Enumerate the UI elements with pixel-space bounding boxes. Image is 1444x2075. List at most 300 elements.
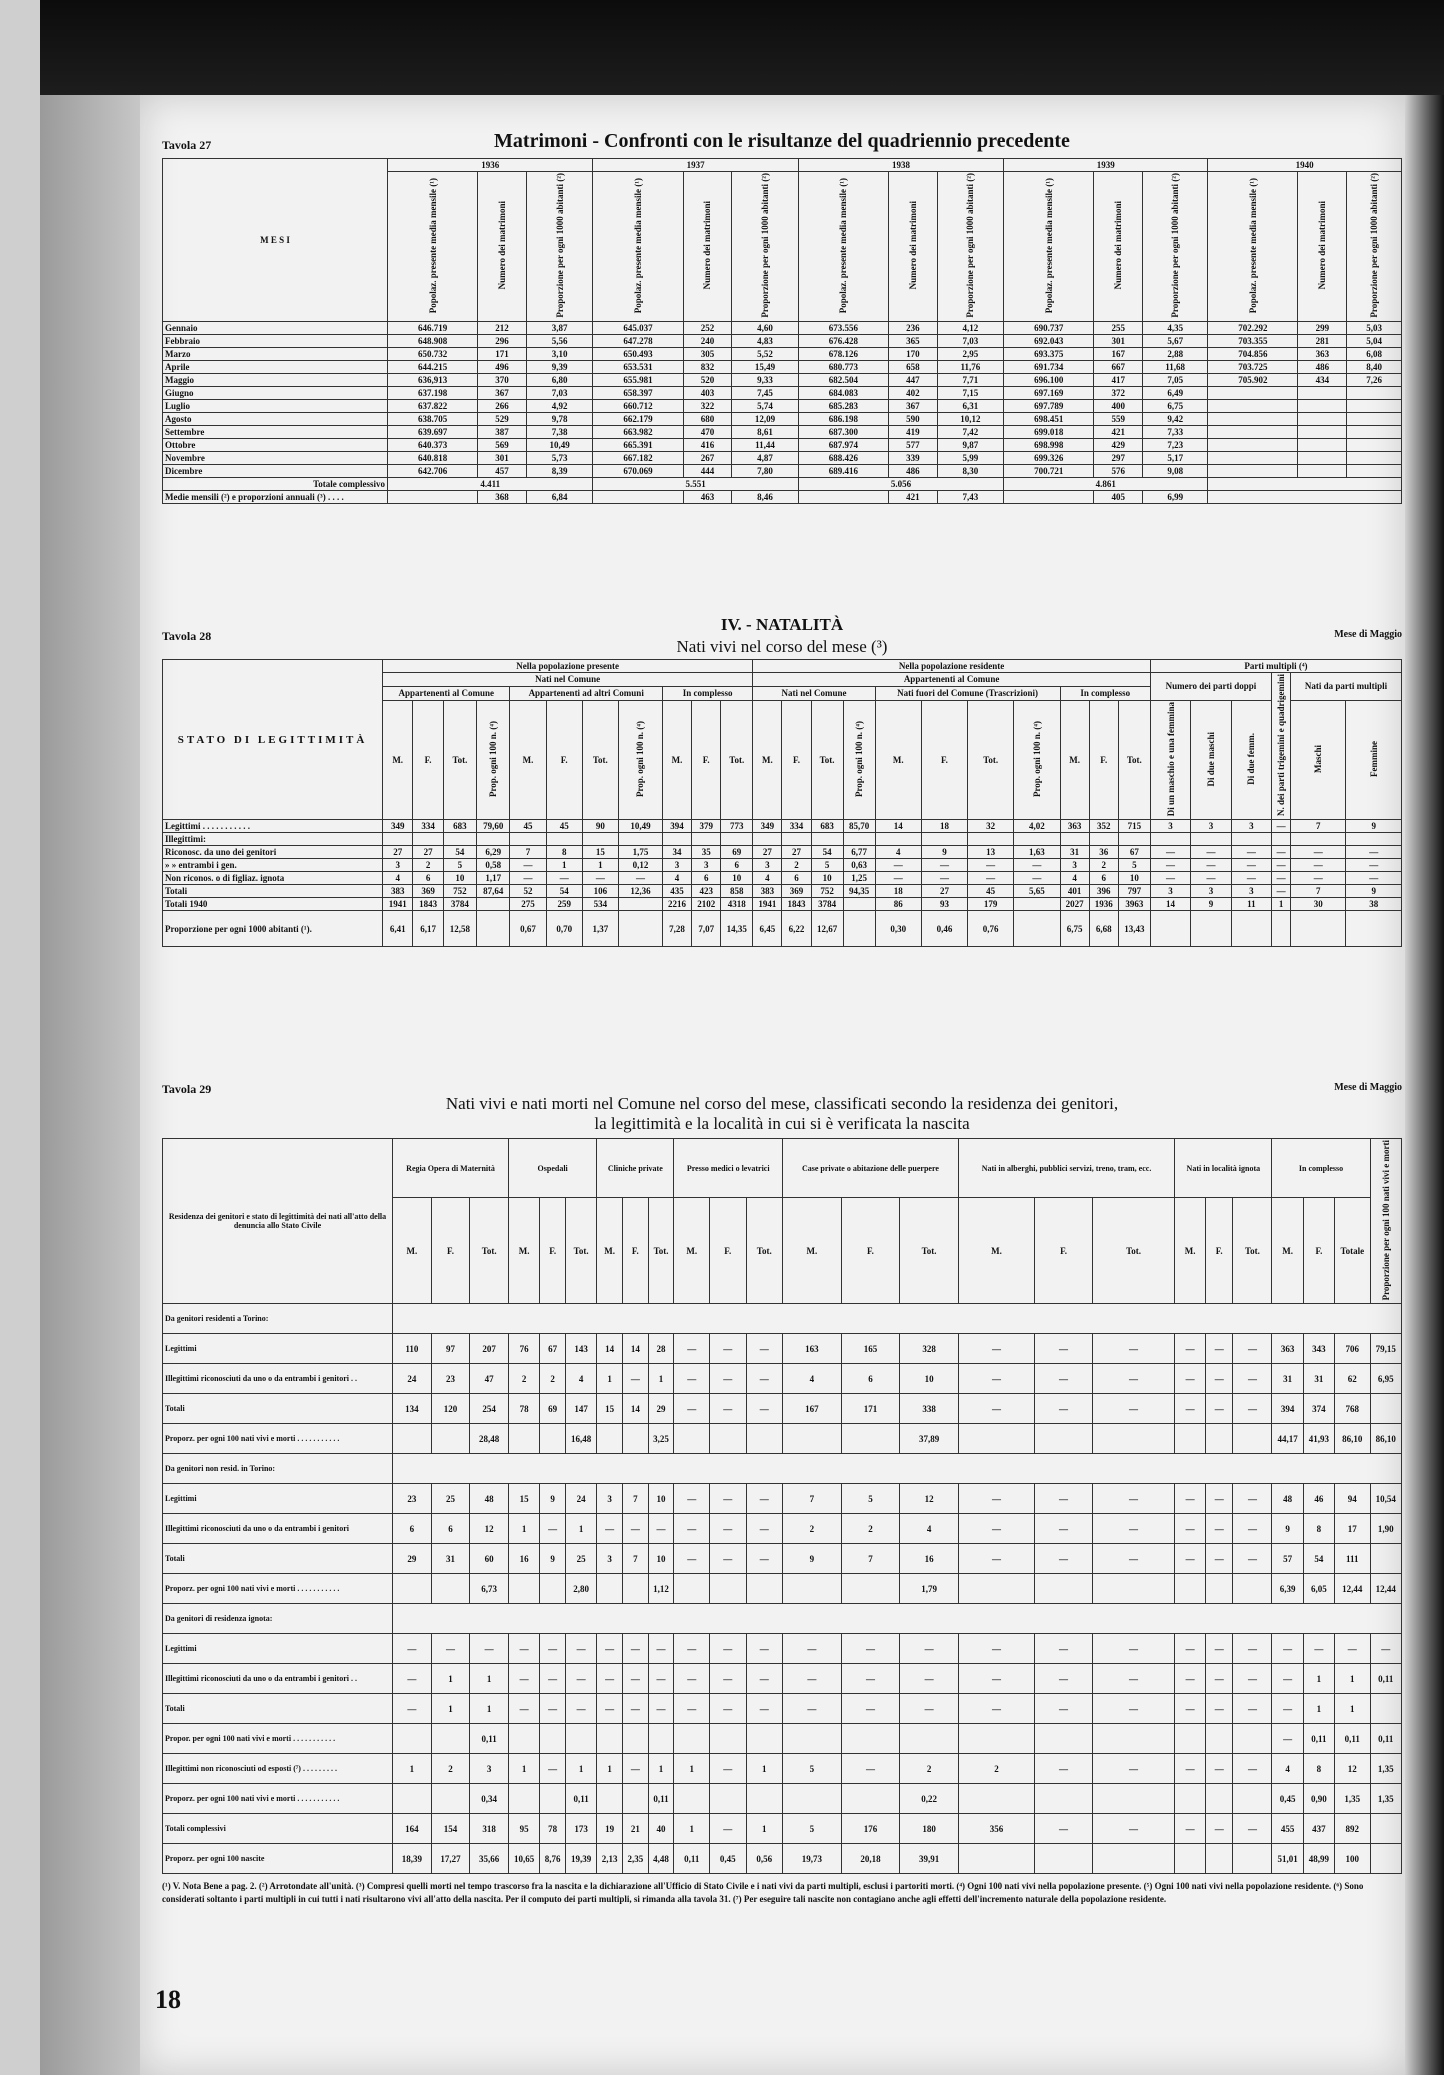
residenza-value: — <box>540 1754 566 1784</box>
month-value: 434 <box>1298 374 1347 387</box>
month-value: 687.300 <box>798 426 888 439</box>
month-value: 577 <box>888 439 937 452</box>
residenza-label: Legittimi <box>163 1334 393 1364</box>
residenza-value: — <box>783 1634 842 1664</box>
month-value: 559 <box>1094 413 1143 426</box>
residenza-value: 17,27 <box>431 1844 470 1874</box>
residenza-value <box>746 1724 783 1754</box>
residenza-value: — <box>1092 1484 1174 1514</box>
residenza-value: — <box>1035 1694 1093 1724</box>
residenza-value <box>1206 1784 1233 1814</box>
month-label: Novembre <box>163 452 388 465</box>
residenza-value: 14 <box>597 1334 623 1364</box>
stato-value: 4 <box>1060 872 1089 885</box>
residenza-row <box>163 1394 1402 1424</box>
month-value: 305 <box>683 348 732 361</box>
stato-value: — <box>1014 872 1060 885</box>
stato-value: 752 <box>443 885 476 898</box>
month-value: 11,76 <box>937 361 1003 374</box>
residenza-value <box>1206 1724 1233 1754</box>
sub-prop-header-cell <box>1014 700 1060 819</box>
col-pop-1939-cell <box>1004 172 1094 322</box>
table-28-title: Nati vivi nel corso del mese (³) <box>676 637 888 656</box>
col-prop-1936-cell <box>526 172 592 322</box>
month-value: 637.198 <box>388 387 478 400</box>
residenza-value <box>540 1724 566 1754</box>
stato-value: 1843 <box>413 898 443 911</box>
residenza-value: — <box>1175 1334 1206 1364</box>
stato-value <box>1272 833 1291 846</box>
stato-value: 8 <box>546 846 582 859</box>
residenza-value: — <box>674 1694 710 1724</box>
table-29-section <box>162 1080 1402 1906</box>
residenza-value: 3 <box>597 1544 623 1574</box>
sub-tot-header: Tot. <box>443 700 476 819</box>
residenza-value <box>1370 1544 1401 1574</box>
stato-value: 32 <box>968 820 1014 833</box>
residenza-value: — <box>1233 1334 1272 1364</box>
totale-value: 4.411 <box>388 478 593 491</box>
residenza-value: 31 <box>1303 1364 1334 1394</box>
residenza-value: 78 <box>509 1394 540 1424</box>
month-value: 658 <box>888 361 937 374</box>
residenza-value <box>597 1424 623 1454</box>
residenza-value: 0,22 <box>900 1784 959 1814</box>
proporzione-value: 6,41 <box>383 911 413 947</box>
stato-value: 9 <box>1191 898 1231 911</box>
month-value: 5,52 <box>732 348 798 361</box>
residenza-value <box>958 1424 1034 1454</box>
stato-value: 45 <box>510 820 546 833</box>
stato-value: 79,60 <box>477 820 510 833</box>
residenza-value <box>597 1574 623 1604</box>
stato-value: 4 <box>662 872 691 885</box>
stato-value: 6 <box>1089 872 1118 885</box>
residenza-value <box>1175 1574 1206 1604</box>
residenza-value: 14 <box>622 1394 648 1424</box>
residenza-value: 1 <box>566 1754 597 1784</box>
residenza-value: — <box>746 1514 783 1544</box>
stato-value: 1843 <box>782 898 811 911</box>
residenza-label: Da genitori non resid. in Torino: <box>163 1454 393 1484</box>
sub-m-header: M. <box>753 700 782 819</box>
proporzione-value: 0,46 <box>921 911 967 947</box>
sub-header-maschi-cell <box>1291 700 1346 819</box>
residenza-value <box>1206 1424 1233 1454</box>
residenza-value: — <box>1206 1544 1233 1574</box>
stato-value: 54 <box>811 846 843 859</box>
residenza-value <box>1035 1424 1093 1454</box>
residenza-label: Illegittimi non riconosciuti od esposti (⁷) . . . . . . . . . <box>163 1754 393 1784</box>
stato-value: 27 <box>413 846 443 859</box>
stato-value <box>662 833 691 846</box>
stato-value: 2 <box>413 859 443 872</box>
residenza-value: 0,11 <box>1335 1724 1371 1754</box>
month-value: 667.182 <box>593 452 683 465</box>
residenza-value: — <box>622 1514 648 1544</box>
sub-header-sub_mf-cell <box>1150 700 1190 819</box>
residenza-value: — <box>1175 1484 1206 1514</box>
residenza-value: — <box>1035 1754 1093 1784</box>
residenza-value: — <box>958 1544 1034 1574</box>
month-value: 640.373 <box>388 439 478 452</box>
residenza-value: — <box>1035 1484 1093 1514</box>
table-28 <box>162 659 1402 947</box>
residenza-value: — <box>710 1394 747 1424</box>
stato-value: 6 <box>721 859 753 872</box>
stato-value: 369 <box>413 885 443 898</box>
residenza-label: Totali <box>163 1544 393 1574</box>
residenza-value: — <box>1175 1544 1206 1574</box>
stato-value <box>692 833 721 846</box>
month-value: 4,12 <box>937 322 1003 335</box>
residenza-value <box>393 1424 432 1454</box>
stato-value: — <box>875 872 921 885</box>
stato-value: — <box>921 872 967 885</box>
proporzione-value <box>1231 911 1271 947</box>
residenza-value: — <box>746 1664 783 1694</box>
residenza-value: 9 <box>783 1544 842 1574</box>
residenza-value <box>1035 1724 1093 1754</box>
stato-value: 5 <box>443 859 476 872</box>
residenza-value: 31 <box>1272 1364 1303 1394</box>
sub-tot-header: Tot. <box>1118 700 1150 819</box>
residenza-value <box>509 1784 540 1814</box>
residenza-value: — <box>1092 1634 1174 1664</box>
month-label: Ottobre <box>163 439 388 452</box>
proporzione-value: 0,67 <box>510 911 546 947</box>
sub-m-header: M. <box>783 1198 842 1304</box>
proporzione-value: 6,68 <box>1089 911 1118 947</box>
residenza-value <box>674 1574 710 1604</box>
residenza-value <box>1035 1844 1093 1874</box>
residenza-label: Proporz. per ogni 100 nati vivi e morti . . . . . . . . . . . <box>163 1424 393 1454</box>
stato-value: 179 <box>968 898 1014 911</box>
residenza-value: 111 <box>1335 1544 1371 1574</box>
residenza-value <box>431 1784 470 1814</box>
sub-m-header: M. <box>510 700 546 819</box>
month-value: 520 <box>683 374 732 387</box>
stato-value: 2027 <box>1060 898 1089 911</box>
month-value: 5,73 <box>526 452 592 465</box>
residenza-value: 0,11 <box>566 1784 597 1814</box>
sub-m-header: M. <box>1060 700 1089 819</box>
group-header: In complesso <box>1272 1139 1370 1198</box>
year-1940: 1940 <box>1208 159 1402 172</box>
table-27-label: Tavola 27 <box>162 138 212 152</box>
stato-value: 85,70 <box>843 820 875 833</box>
residenza-value: 62 <box>1335 1364 1371 1394</box>
month-value: 297 <box>1094 452 1143 465</box>
month-value: 416 <box>683 439 732 452</box>
month-row <box>163 374 1402 387</box>
medie-prop: 8,46 <box>732 491 798 504</box>
residenza-value: 31 <box>431 1544 470 1574</box>
month-row <box>163 465 1402 478</box>
stato-value: 9 <box>921 846 967 859</box>
sub-header-maschi: Maschi <box>1313 744 1324 773</box>
stato-value: — <box>582 872 618 885</box>
residenza-value: 207 <box>470 1334 509 1364</box>
residenza-value: 5 <box>783 1814 842 1844</box>
residenza-value <box>1206 1574 1233 1604</box>
residenza-value: — <box>1035 1334 1093 1364</box>
residenza-value: 60 <box>470 1544 509 1574</box>
residenza-header: Residenza dei genitori e stato di legittimità dei nati all'atto della denuncia allo Stato Civile <box>163 1139 393 1304</box>
residenza-value: 0,11 <box>470 1724 509 1754</box>
document-page <box>140 95 1405 2075</box>
proporzione-value <box>843 911 875 947</box>
residenza-value: — <box>1206 1394 1233 1424</box>
mesi-header: M E S I <box>163 159 388 322</box>
month-value: 301 <box>1094 335 1143 348</box>
month-value: 4,83 <box>732 335 798 348</box>
stato-value <box>618 833 662 846</box>
sub-tot-header: Tot. <box>746 1198 783 1304</box>
month-value: 576 <box>1094 465 1143 478</box>
month-value: 639.697 <box>388 426 478 439</box>
stato-label: Totali 1940 <box>163 898 383 911</box>
residenza-value: — <box>1035 1544 1093 1574</box>
residenza-label: Illegittimi riconosciuti da uno o da entrambi i genitori . . <box>163 1364 393 1394</box>
residenza-value <box>393 1724 432 1754</box>
complesso-header: In complesso <box>662 686 752 700</box>
month-value: 590 <box>888 413 937 426</box>
month-value: 636,913 <box>388 374 478 387</box>
col-pop-1938-cell <box>798 172 888 322</box>
month-row <box>163 426 1402 439</box>
parti-multipli-header: Parti multipli (⁴) <box>1150 660 1401 673</box>
residenza-value: 318 <box>470 1814 509 1844</box>
table-28-label: Tavola 28 <box>162 629 212 643</box>
residenza-value: 12 <box>900 1484 959 1514</box>
residenza-value: 16 <box>900 1544 959 1574</box>
residenza-row <box>163 1754 1402 1784</box>
residenza-value: — <box>900 1694 959 1724</box>
stato-value: — <box>510 872 546 885</box>
residenza-value: 1 <box>597 1364 623 1394</box>
residenza-value: 69 <box>540 1394 566 1424</box>
residenza-value: — <box>1272 1694 1303 1724</box>
month-value <box>1208 400 1298 413</box>
stato-value: — <box>1291 872 1346 885</box>
month-value <box>1298 400 1347 413</box>
col-num-1939: Numero dei matrimoni <box>1113 201 1124 290</box>
month-value: 486 <box>1298 361 1347 374</box>
month-value: 648.908 <box>388 335 478 348</box>
stato-label: Legittimi . . . . . . . . . . . <box>163 820 383 833</box>
stato-value: 6 <box>692 872 721 885</box>
month-value: 667 <box>1094 361 1143 374</box>
month-value: 5,67 <box>1143 335 1208 348</box>
residenza-row <box>163 1604 1402 1634</box>
residenza-value: — <box>746 1364 783 1394</box>
stato-value: 797 <box>1118 885 1150 898</box>
proporzione-header: Proporzione per ogni 100 nati vivi e morti <box>1380 1140 1391 1301</box>
stato-value <box>843 898 875 911</box>
residenza-value: — <box>1035 1394 1093 1424</box>
col-pop-1936-cell <box>388 172 478 322</box>
residenza-label: Proporz. per ogni 100 nati vivi e morti . . . . . . . . . . . <box>163 1574 393 1604</box>
residenza-value: 12,44 <box>1370 1574 1401 1604</box>
month-value: 7,03 <box>526 387 592 400</box>
residenza-value <box>1233 1784 1272 1814</box>
stato-value: 10 <box>811 872 843 885</box>
residenza-value: 171 <box>841 1394 900 1424</box>
sub-tot-header: Tot. <box>721 700 753 819</box>
month-value <box>1298 452 1347 465</box>
sub-f-header: F. <box>710 1198 747 1304</box>
residenza-value: — <box>566 1664 597 1694</box>
residenza-value <box>841 1724 900 1754</box>
medie-empty <box>388 491 478 504</box>
stato-value: — <box>968 859 1014 872</box>
residenza-value: 25 <box>566 1544 597 1574</box>
residenza-value: 10 <box>900 1364 959 1394</box>
residenza-value: 0,34 <box>470 1784 509 1814</box>
month-value: 402 <box>888 387 937 400</box>
residenza-value: 180 <box>900 1814 959 1844</box>
residenza-spacer <box>393 1604 1402 1634</box>
stato-value: 3 <box>1150 820 1190 833</box>
sub-f-header: F. <box>782 700 811 819</box>
residenza-value: 6,73 <box>470 1574 509 1604</box>
stato-value: 1 <box>1272 898 1291 911</box>
residenza-value: 143 <box>566 1334 597 1364</box>
month-value: 6,49 <box>1143 387 1208 400</box>
residenza-value: 6,95 <box>1370 1364 1401 1394</box>
table-29-label: Tavola 29 <box>162 1082 212 1096</box>
medie-row <box>163 491 1402 504</box>
residenza-value: — <box>1206 1484 1233 1514</box>
group-header: Ospedali <box>509 1139 597 1198</box>
residenza-value: 2 <box>841 1514 900 1544</box>
medie-label: Medie mensili (²) e proporzioni annuali (³) . . . . <box>163 491 388 504</box>
month-value: 339 <box>888 452 937 465</box>
table-27-title: Matrimoni - Confronti con le risultanze del quadriennio precedente <box>494 130 1070 152</box>
residenza-value: — <box>393 1694 432 1724</box>
month-value <box>1208 439 1298 452</box>
sub-tot-header: Tot. <box>470 1198 509 1304</box>
residenza-value <box>1092 1844 1174 1874</box>
residenza-value: 8,76 <box>540 1844 566 1874</box>
stato-value: 3 <box>753 859 782 872</box>
residenza-value: — <box>1035 1634 1093 1664</box>
stato-label: Non riconos. o di figliaz. ignota <box>163 872 383 885</box>
month-value: 642.706 <box>388 465 478 478</box>
month-value: 447 <box>888 374 937 387</box>
residenza-value: 15 <box>597 1394 623 1424</box>
residenza-value: 78 <box>540 1814 566 1844</box>
stato-value <box>510 833 546 846</box>
residenza-value: 1 <box>1303 1664 1334 1694</box>
residenza-value: 110 <box>393 1334 432 1364</box>
table-29-title-line2: la legittimità e la località in cui si è verificata la nascita <box>594 1114 970 1133</box>
stato-value: 10,49 <box>618 820 662 833</box>
residenza-value <box>1233 1844 1272 1874</box>
stato-label: Illegittimi: <box>163 833 383 846</box>
stato-value: 3 <box>1231 820 1271 833</box>
residenza-value: — <box>1370 1634 1401 1664</box>
residenza-value: — <box>597 1514 623 1544</box>
residenza-value: — <box>746 1694 783 1724</box>
residenza-value: — <box>1035 1514 1093 1544</box>
residenza-value: 29 <box>393 1544 432 1574</box>
month-value <box>1347 426 1402 439</box>
residenza-value: 7 <box>622 1544 648 1574</box>
month-value: 10,12 <box>937 413 1003 426</box>
sub-tot-header: Tot. <box>811 700 843 819</box>
residenza-value: 2 <box>431 1754 470 1784</box>
month-value: 658.397 <box>593 387 683 400</box>
month-row <box>163 452 1402 465</box>
proporzione-value: 6,22 <box>782 911 811 947</box>
stato-label: Totali <box>163 885 383 898</box>
proporzione-value <box>1291 911 1346 947</box>
residenza-value: — <box>1233 1544 1272 1574</box>
stato-value <box>782 833 811 846</box>
month-row <box>163 361 1402 374</box>
residenza-value: 4 <box>1272 1754 1303 1784</box>
proporzione-value: 14,35 <box>721 911 753 947</box>
stato-value: 4 <box>383 872 413 885</box>
residenza-value <box>597 1724 623 1754</box>
month-value: 4,92 <box>526 400 592 413</box>
residenza-value: — <box>674 1514 710 1544</box>
proporzione-value <box>1191 911 1231 947</box>
month-value: 457 <box>478 465 527 478</box>
stato-value: 0,58 <box>477 859 510 872</box>
col-prop-1937-cell <box>732 172 798 322</box>
residenza-value: 0,11 <box>648 1784 674 1814</box>
residenza-value: 164 <box>393 1814 432 1844</box>
month-label: Gennaio <box>163 322 388 335</box>
stato-value: 2 <box>782 859 811 872</box>
residenza-value: — <box>1303 1634 1334 1664</box>
residenza-value: 455 <box>1272 1814 1303 1844</box>
stato-value: — <box>546 872 582 885</box>
residenza-value: 29 <box>648 1394 674 1424</box>
residenza-value: 35,66 <box>470 1844 509 1874</box>
residenza-value: 4 <box>900 1514 959 1544</box>
residenza-value: 394 <box>1272 1394 1303 1424</box>
stato-value: 752 <box>811 885 843 898</box>
month-value: 9,39 <box>526 361 592 374</box>
stato-value: — <box>1291 846 1346 859</box>
stato-value <box>477 833 510 846</box>
month-value <box>1347 452 1402 465</box>
residenza-value <box>622 1574 648 1604</box>
month-value: 8,40 <box>1347 361 1402 374</box>
stato-value: 3 <box>662 859 691 872</box>
stato-value <box>875 833 921 846</box>
month-value: 670.069 <box>593 465 683 478</box>
residenza-value: 15 <box>509 1484 540 1514</box>
residenza-value: 19 <box>597 1814 623 1844</box>
month-row <box>163 400 1402 413</box>
residenza-value: 95 <box>509 1814 540 1844</box>
month-value: 281 <box>1298 335 1347 348</box>
residenza-label: Totali complessivi <box>163 1814 393 1844</box>
month-value: 236 <box>888 322 937 335</box>
stato-value: 396 <box>1089 885 1118 898</box>
stato-value: 3 <box>1191 820 1231 833</box>
stato-value: 435 <box>662 885 691 898</box>
sub-prop-header-cell <box>843 700 875 819</box>
sub-m-header: M. <box>509 1198 540 1304</box>
residenza-value <box>783 1574 842 1604</box>
stato-value: 2 <box>1089 859 1118 872</box>
